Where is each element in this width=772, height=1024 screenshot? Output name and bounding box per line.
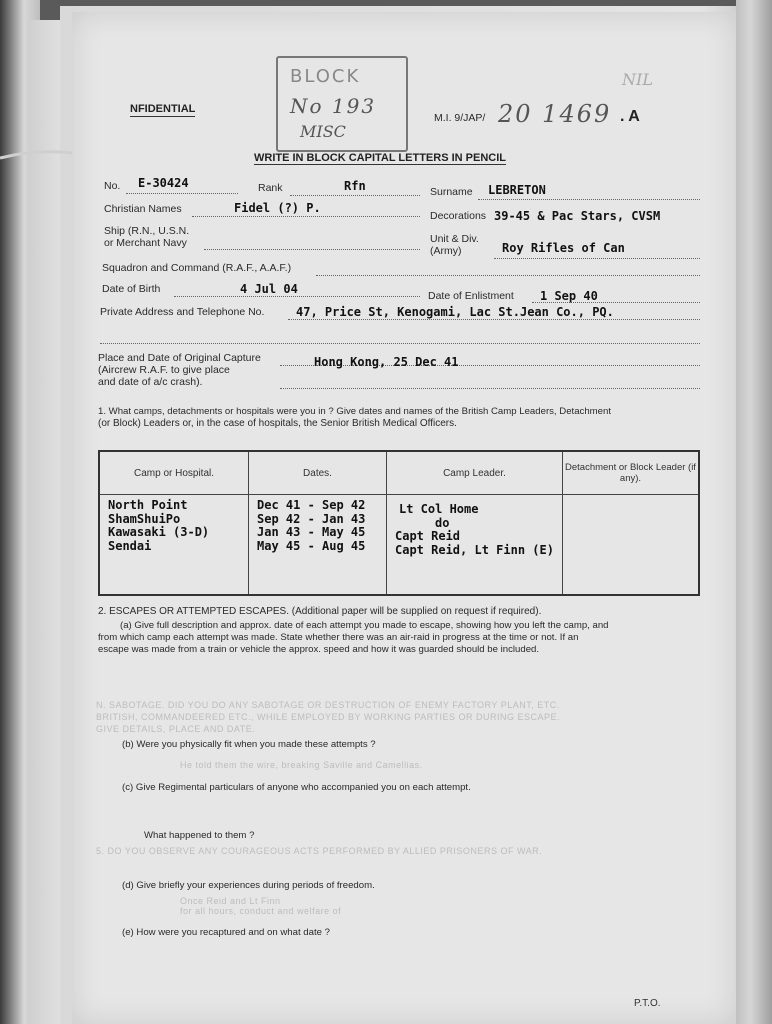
header-camp-leader: Camp Leader.	[387, 451, 563, 495]
header-camp: Camp or Hospital.	[99, 451, 249, 495]
rank-label: Rank	[258, 182, 283, 194]
camp-leader: do	[435, 515, 450, 530]
decorations-value: 39-45 & Pac Stars, CVSM	[494, 209, 661, 223]
leader-column	[387, 495, 563, 596]
unit-label-1: Unit & Div.	[430, 233, 479, 245]
dob-label: Date of Birth	[102, 283, 161, 295]
address-value: 47, Price St, Kenogami, Lac St.Jean Co., PQ.	[296, 305, 614, 319]
camp-dates: May 45 - Aug 45	[257, 538, 366, 553]
camp-dates: Sep 42 - Jan 43	[257, 511, 366, 526]
question-2d: (d) Give briefly your experiences during periods of freedom.	[122, 880, 375, 891]
enlistment-value: 1 Sep 40	[540, 289, 598, 303]
stamp-line-3: MISC	[300, 122, 346, 141]
question-1	[98, 406, 708, 430]
stamp-line-1: BLOCK	[290, 66, 361, 87]
question-2a	[98, 620, 708, 656]
question-2e: (e) How were you recaptured and on what date ?	[122, 927, 330, 938]
question-2b: (b) Were you physically fit when you made these attempts ?	[122, 739, 376, 750]
classification-label: NFIDENTIAL	[130, 103, 196, 115]
camps-table	[98, 450, 700, 596]
question-2c: (c) Give Regimental particulars of anyone who accompanied you on each attempt.	[122, 782, 471, 793]
ship-label-2: or Merchant Navy	[104, 237, 187, 249]
squadron-label: Squadron and Command (R.A.F., A.A.F.)	[102, 262, 292, 274]
capture-label-1: Place and Date of Original Capture	[98, 352, 261, 364]
mi-ref-number: 20 1469	[498, 100, 612, 128]
capture-label-3: and date of a/c crash).	[98, 376, 203, 388]
camp-dates: Dec 41 - Sep 42	[257, 498, 366, 512]
rank-value: Rfn	[344, 179, 366, 193]
instruction-heading: WRITE IN BLOCK CAPITAL LETTERS IN PENCIL	[254, 152, 506, 164]
camps-table-header	[99, 451, 699, 495]
camp-name: ShamShuiPo	[108, 511, 181, 526]
surname-label: Surname	[430, 186, 473, 198]
christian-names-label: Christian Names	[104, 203, 182, 215]
camp-name: North Point	[108, 498, 188, 512]
question-2-heading: 2. ESCAPES OR ATTEMPTED ESCAPES. (Additional paper will be supplied on request if required).	[98, 606, 542, 617]
service-number-value: E-30424	[138, 176, 189, 190]
surname-value: LEBRETON	[488, 183, 546, 197]
pto-label: P.T.O.	[634, 998, 661, 1009]
mi-ref-suffix: . A	[620, 108, 640, 125]
question-2a-line-3: escape was made from a train or vehicle the approx. speed and how it was guarded should be included.	[98, 644, 540, 655]
decorations-label: Decorations	[430, 210, 487, 222]
question-1-line-2: (or Block) Leaders or, in the case of hospitals, the Senior British Medical Officers.	[98, 418, 457, 429]
detachment-column	[562, 495, 699, 596]
christian-names-value: Fidel (?) P.	[234, 201, 321, 215]
ship-label-1: Ship (R.N., U.S.N.	[104, 225, 190, 237]
unit-label-2: (Army)	[430, 245, 462, 257]
question-2c-followup: What happened to them ?	[144, 830, 255, 841]
capture-label-2: (Aircrew R.A.F. to give place	[98, 364, 230, 376]
question-2a-line-1: (a) Give full description and approx. date of each attempt you made to escape, showing how you left the camp, and	[120, 620, 609, 631]
enlistment-label: Date of Enlistment	[428, 290, 514, 302]
capture-value: Hong Kong, 25 Dec 41	[314, 355, 459, 369]
camp-dates: Jan 43 - May 45	[257, 525, 366, 539]
no-label: No.	[104, 180, 121, 192]
camp-column	[99, 495, 249, 596]
block-stamp	[276, 56, 408, 152]
page-edge-right	[736, 0, 772, 1024]
header-detachment-leader: Detachment or Block Leader (if any).	[562, 451, 699, 495]
header-dates: Dates.	[249, 451, 387, 495]
stamp-line-2: No 193	[290, 94, 377, 118]
dates-column	[249, 495, 387, 596]
mi-ref-label: M.I. 9/JAP/	[434, 112, 486, 124]
camps-table-row	[99, 495, 699, 596]
camp-name: Sendai	[108, 538, 152, 553]
unit-value: Roy Rifles of Can	[502, 241, 625, 255]
corner-note: NIL	[622, 70, 653, 89]
address-label: Private Address and Telephone No.	[100, 306, 265, 318]
camp-leader: Capt Reid, Lt Finn (E)	[395, 542, 554, 557]
question-1-line-1: 1. What camps, detachments or hospitals were you in ? Give dates and names of the British Camp Leaders, Detachment	[98, 406, 611, 417]
camp-leader: Capt Reid	[395, 529, 461, 543]
question-2a-line-2: from which camp each attempt was made. State whether there was an air-raid in progress at the time or not. If an	[98, 632, 579, 643]
dob-value: 4 Jul 04	[240, 282, 298, 296]
camp-leader: Lt Col Home	[399, 502, 479, 516]
camp-name: Kawasaki (3-D)	[108, 525, 210, 539]
